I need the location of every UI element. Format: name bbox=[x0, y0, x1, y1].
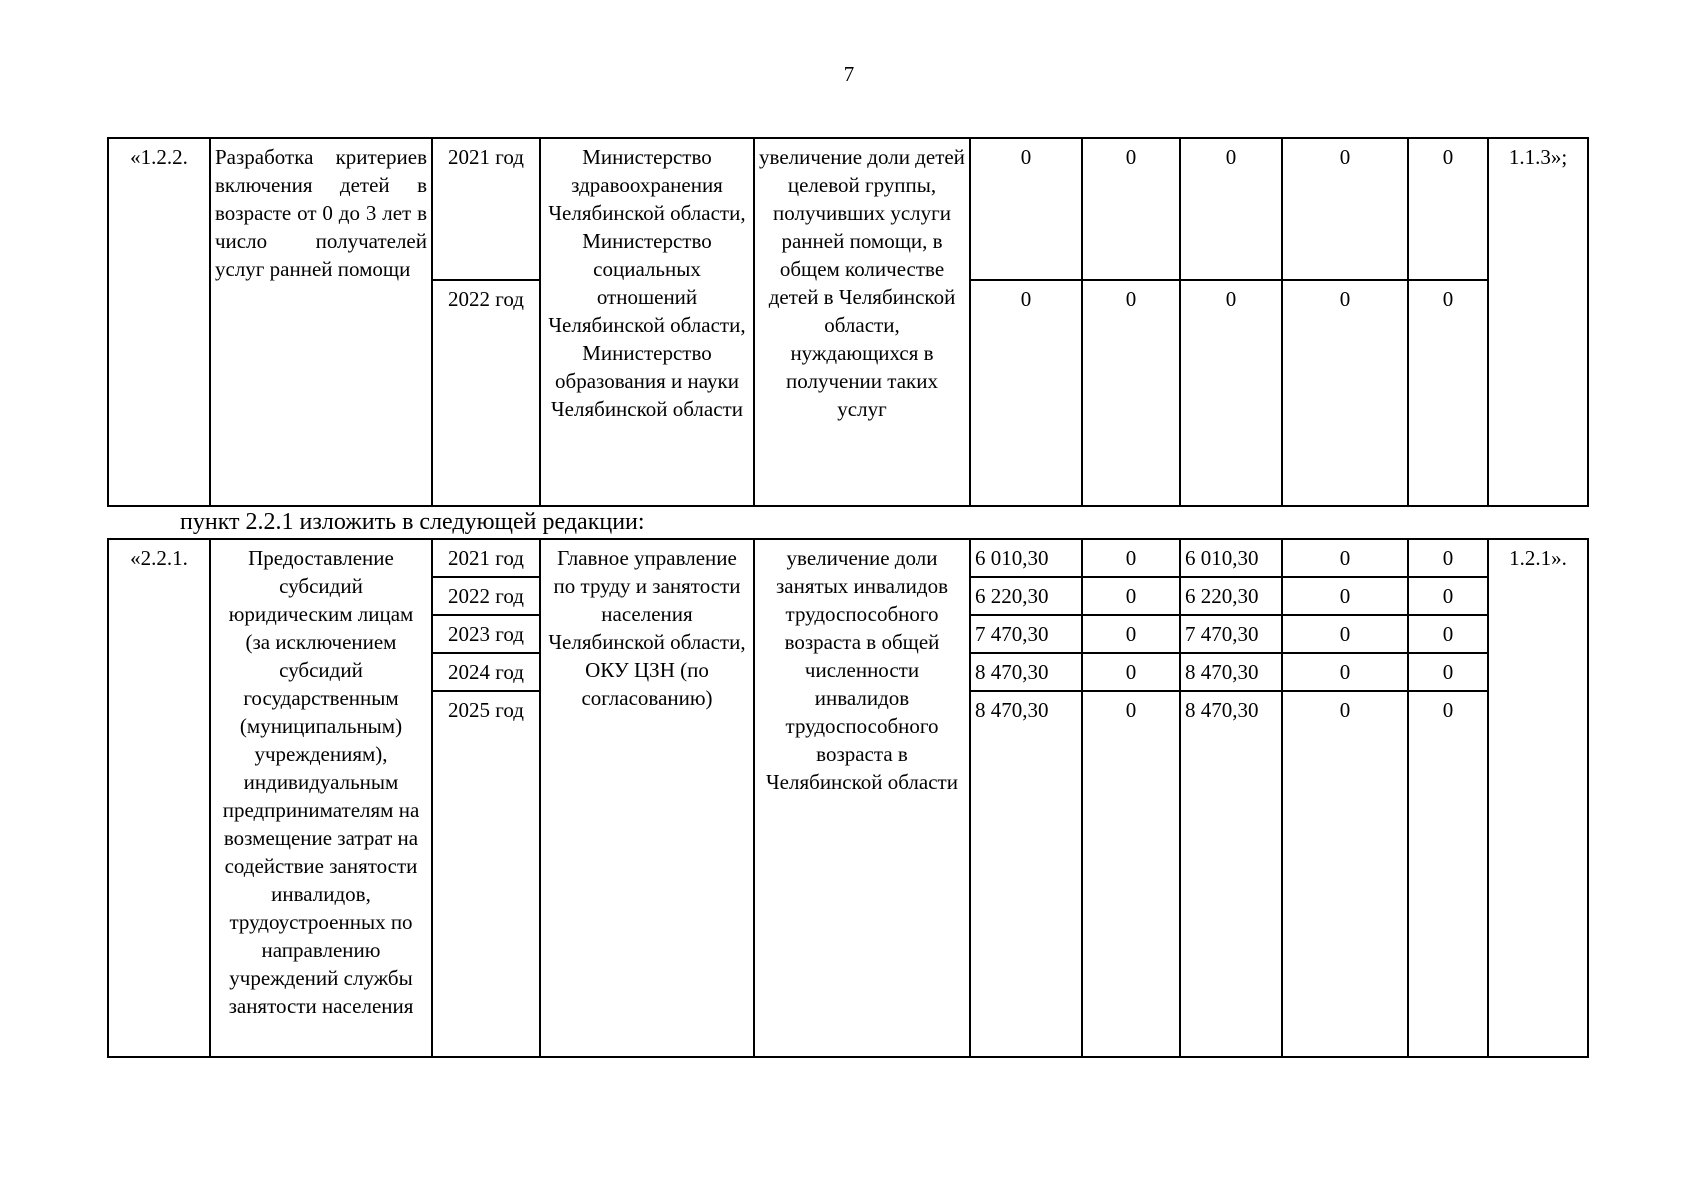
value-cell: 6 220,30 bbox=[970, 577, 1082, 615]
value-cell: 0 bbox=[1282, 653, 1408, 691]
measure-name: Предоставление субсидий юридическим лицам (за исключением субсидий государственным (муниципальным) учреждениям), индивидуальным предпринимателям на возмещение затрат на содействие занятости инвалидов, трудоустроенных по направлению учреждений службы занятости населения bbox=[210, 539, 432, 1057]
value-cell: 8 470,30 bbox=[1180, 653, 1282, 691]
value-cell: 0 bbox=[1082, 138, 1180, 280]
executor-cell: Министерство здравоохранения Челябинской области, Министерство социальных отношений Челябинской области, Министерство образования и науки Челябинской области bbox=[540, 138, 754, 506]
reference-cell: 1.2.1». bbox=[1488, 539, 1588, 1057]
value-cell: 0 bbox=[1408, 691, 1488, 1057]
value-cell: 6 010,30 bbox=[970, 539, 1082, 577]
measure-name: Разработка критериев включения детей в возрасте от 0 до 3 лет в число получателей услуг ранней помощи bbox=[210, 138, 432, 506]
value-cell: 0 bbox=[1082, 691, 1180, 1057]
value-cell: 0 bbox=[1082, 280, 1180, 506]
value-cell: 0 bbox=[1180, 280, 1282, 506]
result-cell: увеличение доли занятых инвалидов трудоспособного возраста в общей численности инвалидов трудоспособного возраста в Челябинской области bbox=[754, 539, 970, 1057]
value-cell: 7 470,30 bbox=[1180, 615, 1282, 653]
value-cell: 0 bbox=[1408, 653, 1488, 691]
year-cell: 2025 год bbox=[432, 691, 540, 1057]
value-cell: 0 bbox=[1408, 138, 1488, 280]
year-cell: 2021 год bbox=[432, 138, 540, 280]
value-cell: 0 bbox=[1282, 280, 1408, 506]
value-cell: 0 bbox=[1180, 138, 1282, 280]
row-number: «1.2.2. bbox=[108, 138, 210, 506]
result-cell: увеличение доли детей целевой группы, получивших услуги ранней помощи, в общем количестве детей в Челябинской области, нуждающихся в получении таких услуг bbox=[754, 138, 970, 506]
reference-cell: 1.1.3»; bbox=[1488, 138, 1588, 506]
value-cell: 0 bbox=[1282, 691, 1408, 1057]
value-cell: 0 bbox=[1282, 577, 1408, 615]
row-number: «2.2.1. bbox=[108, 539, 210, 1057]
value-cell: 8 470,30 bbox=[970, 691, 1082, 1057]
value-cell: 8 470,30 bbox=[1180, 691, 1282, 1057]
page-number: 7 bbox=[843, 62, 855, 86]
value-cell: 0 bbox=[1082, 577, 1180, 615]
value-cell: 6 220,30 bbox=[1180, 577, 1282, 615]
value-cell: 0 bbox=[1282, 615, 1408, 653]
value-cell: 6 010,30 bbox=[1180, 539, 1282, 577]
year-cell: 2021 год bbox=[432, 539, 540, 577]
year-cell: 2022 год bbox=[432, 280, 540, 506]
value-cell: 0 bbox=[1082, 653, 1180, 691]
value-cell: 0 bbox=[1408, 280, 1488, 506]
value-cell: 0 bbox=[970, 280, 1082, 506]
value-cell: 0 bbox=[970, 138, 1082, 280]
value-cell: 0 bbox=[1082, 539, 1180, 577]
value-cell: 0 bbox=[1408, 577, 1488, 615]
measure-table-2-2-1 bbox=[107, 538, 1589, 1058]
measure-table-1-2-2 bbox=[107, 137, 1589, 507]
year-cell: 2023 год bbox=[432, 615, 540, 653]
value-cell: 8 470,30 bbox=[970, 653, 1082, 691]
year-cell: 2022 год bbox=[432, 577, 540, 615]
amendment-text: пункт 2.2.1 изложить в следующей редакции: bbox=[180, 509, 645, 535]
value-cell: 0 bbox=[1082, 615, 1180, 653]
value-cell: 0 bbox=[1408, 615, 1488, 653]
value-cell: 0 bbox=[1282, 138, 1408, 280]
executor-cell: Главное управление по труду и занятости населения Челябинской области, ОКУ ЦЗН (по согласованию) bbox=[540, 539, 754, 1057]
value-cell: 0 bbox=[1282, 539, 1408, 577]
year-cell: 2024 год bbox=[432, 653, 540, 691]
value-cell: 0 bbox=[1408, 539, 1488, 577]
value-cell: 7 470,30 bbox=[970, 615, 1082, 653]
